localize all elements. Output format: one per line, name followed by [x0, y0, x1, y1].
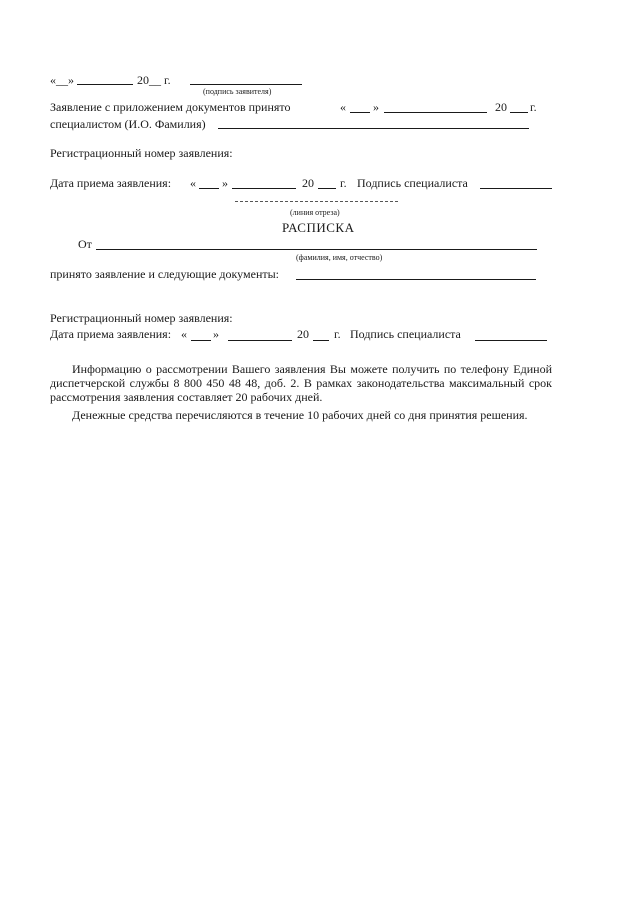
cut-line	[235, 201, 398, 202]
from-label: От	[78, 237, 92, 251]
receipt-date-year-suffix: г.	[340, 176, 347, 190]
accepted-quote-open: «	[340, 100, 346, 114]
receipt-title: РАСПИСКА	[282, 220, 355, 235]
accepted-year-suffix: г.	[530, 100, 537, 114]
cut-line-caption: (линия отреза)	[290, 208, 340, 217]
accepted-label: Заявление с приложением документов принято	[50, 100, 291, 114]
info-paragraph: Информацию о рассмотрении Вашего заявления Вы можете получить по телефону Единой диспетчерской службы 8 800 450 48 48, доб. 2. В рамках законодательства максимальный срок рассмотрения заявления составляет 20 рабочих дней.	[50, 362, 552, 404]
from-name-line	[96, 249, 537, 250]
receipt-date-label: Дата приема заявления:	[50, 176, 172, 190]
receipt-footer-year-line	[313, 340, 329, 341]
receipt-date-signature-line	[480, 188, 552, 189]
receipt-date-month-line	[232, 188, 296, 189]
receipt-date-quote-open: «	[190, 176, 196, 190]
receipt-footer-quote-close: »	[213, 327, 219, 341]
receipt-date-year: 20	[302, 176, 314, 190]
receipt-footer-quote-open: «	[181, 327, 187, 341]
documents-label: принято заявление и следующие документы:	[50, 267, 280, 281]
accepted-quote-close: »	[373, 100, 379, 114]
receipt-date-day-line	[199, 188, 219, 189]
receipt-date-signature-label: Подпись специалиста	[357, 176, 468, 190]
accepted-year-line	[510, 112, 528, 113]
payment-paragraph: Денежные средства перечисляются в течение 10 рабочих дней со дня принятия решения.	[72, 408, 528, 422]
accepted-month-line	[384, 112, 487, 113]
receipt-reg-label: Регистрационный номер заявления:	[50, 311, 233, 325]
applicant-signature-caption: (подпись заявителя)	[203, 87, 272, 96]
applicant-signature-line	[190, 84, 302, 85]
from-caption: (фамилия, имя, отчество)	[296, 253, 383, 262]
receipt-footer-year: 20	[297, 327, 309, 341]
reg-number-label: Регистрационный номер заявления:	[50, 146, 233, 160]
receipt-footer-day-line	[191, 340, 211, 341]
receipt-footer-signature-line	[475, 340, 547, 341]
applicant-date-day: «__»	[50, 73, 74, 87]
receipt-footer-date-label: Дата приема заявления:	[50, 327, 172, 341]
specialist-name-line	[218, 128, 529, 129]
specialist-label: специалистом (И.О. Фамилия)	[50, 117, 206, 131]
applicant-date-year: 20__ г.	[137, 73, 171, 87]
receipt-footer-signature-label: Подпись специалиста	[350, 327, 461, 341]
receipt-date-quote-close: »	[222, 176, 228, 190]
documents-line	[296, 279, 536, 280]
receipt-date-year-line	[318, 188, 336, 189]
applicant-date-month-line	[77, 84, 133, 85]
receipt-footer-month-line	[228, 340, 292, 341]
receipt-footer-year-suffix: г.	[334, 327, 341, 341]
accepted-year: 20	[495, 100, 507, 114]
accepted-day-line	[350, 112, 370, 113]
